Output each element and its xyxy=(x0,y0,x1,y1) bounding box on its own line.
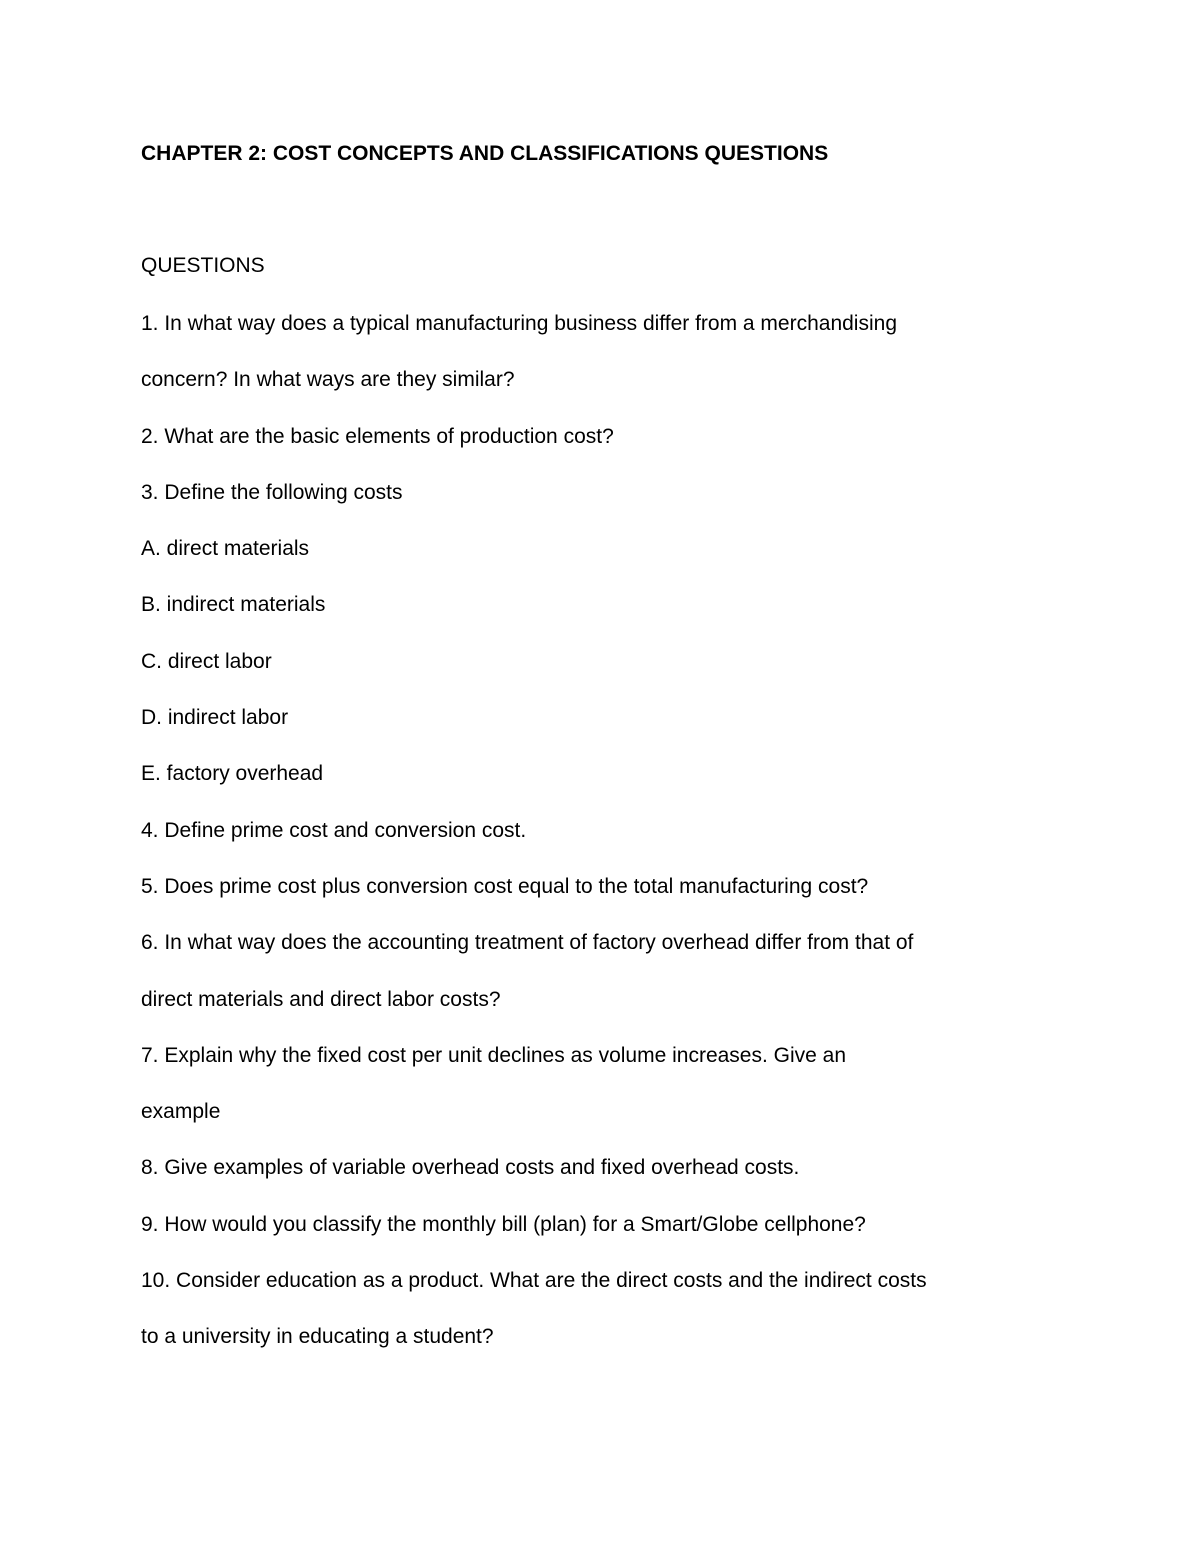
question-line: E. factory overhead xyxy=(141,762,324,786)
page-title: CHAPTER 2: COST CONCEPTS AND CLASSIFICATIONS QUESTIONS xyxy=(141,142,829,165)
question-line: 2. What are the basic elements of production cost? xyxy=(141,424,614,448)
question-line: C. direct labor xyxy=(141,649,272,673)
question-line: 7. Explain why the fixed cost per unit declines as volume increases. Give an xyxy=(141,1043,847,1067)
question-line: B. indirect materials xyxy=(141,593,326,617)
question-line: 10. Consider education as a product. What are the direct costs and the indirect costs xyxy=(141,1269,927,1293)
question-line: example xyxy=(141,1100,221,1124)
question-line: direct materials and direct labor costs? xyxy=(141,987,501,1011)
question-line: concern? In what ways are they similar? xyxy=(141,368,515,392)
question-line: to a university in educating a student? xyxy=(141,1325,494,1349)
question-line: 9. How would you classify the monthly bill (plan) for a Smart/Globe cellphone? xyxy=(141,1212,866,1236)
section-heading: QUESTIONS xyxy=(141,254,265,277)
question-line: 6. In what way does the accounting treatment of factory overhead differ from that of xyxy=(141,931,914,955)
question-line: 4. Define prime cost and conversion cost. xyxy=(141,818,527,842)
question-line: 1. In what way does a typical manufacturing business differ from a merchandising xyxy=(141,312,897,335)
question-line: A. direct materials xyxy=(141,537,310,561)
question-line: 5. Does prime cost plus conversion cost equal to the total manufacturing cost? xyxy=(141,874,869,898)
question-line: 3. Define the following costs xyxy=(141,480,403,504)
question-list xyxy=(141,311,1041,1381)
question-line: D. indirect labor xyxy=(141,706,289,730)
question-line: 8. Give examples of variable overhead costs and fixed overhead costs. xyxy=(141,1156,800,1180)
